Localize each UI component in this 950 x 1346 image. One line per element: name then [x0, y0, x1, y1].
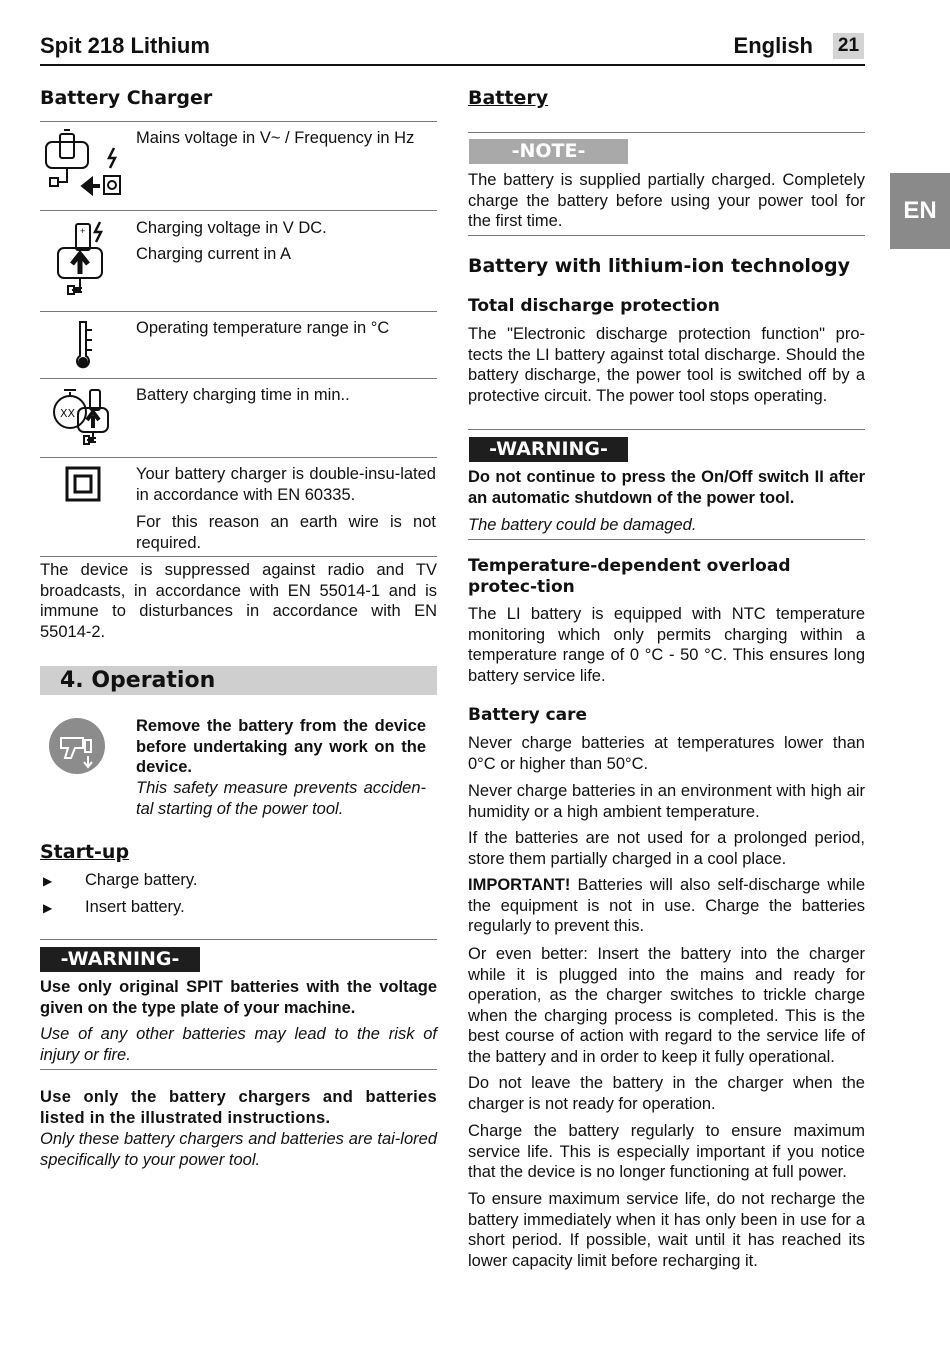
startup-heading: Start-up	[40, 841, 130, 863]
bullet-triangle-icon: ▶	[43, 874, 53, 888]
chargers-instruction-note: Only these battery chargers and batteries are tai-lored specifically to your power tool.	[40, 1130, 437, 1169]
battery-care-paragraph: Charge the battery regularly to ensure maximum service life. This is especially important if you notice that the device is no longer functioning at full power.	[468, 1122, 865, 1182]
header-rule	[40, 64, 865, 66]
symbol-earth-wire-text: For this reason an earth wire is not required.	[136, 513, 436, 552]
symbol-mains-text: Mains voltage in V~ / Frequency in Hz	[136, 129, 415, 147]
divider	[468, 539, 865, 540]
lithium-heading: Battery with lithium-ion technology	[468, 255, 850, 277]
important-label: IMPORTANT!	[468, 876, 571, 894]
page-number: 21	[833, 33, 864, 59]
important-text: Batteries will also self-discharge while the equipment is not in use. Charge the batteries regularly to prevent this.	[468, 876, 865, 936]
symbol-charging-current-text: Charging current in A	[136, 245, 292, 263]
divider	[40, 939, 437, 940]
chargers-instruction: Use only the battery chargers and batteries listed in the illustrated instructions.	[40, 1088, 437, 1127]
divider	[40, 311, 437, 312]
divider	[468, 429, 865, 430]
battery-care-paragraph: Never charge batteries in an environment with high air humidity or a high ambient temperature.	[468, 782, 865, 821]
battery-care-paragraph: To ensure maximum service life, do not recharge the battery immediately when it has only been in use for a short period. If possible, wait until it has reached its lower capacity limit before recharging it.	[468, 1190, 865, 1270]
stopwatch-battery-icon	[50, 384, 116, 450]
battery-heading: Battery	[468, 87, 549, 109]
divider	[40, 556, 437, 557]
divider	[40, 378, 437, 379]
divider	[468, 132, 865, 133]
startup-item: Charge battery.	[85, 871, 198, 889]
battery-care-paragraph: Or even better: Insert the battery into the charger while it is plugged into the mains and ready for operation, as the charger switches to trickle charge when the charging process is completed. This is the best course of action with regard to the service life of the battery and in order to keep it fully operational.	[468, 945, 865, 1066]
warning-badge: -WARNING-	[469, 437, 628, 462]
discharge-protection-paragraph: The "Electronic discharge protection function" pro-tects the LI battery against total discharge. Should the battery discharge, the power tool is switched off by a protective circuit. The power tool stops operating.	[468, 325, 865, 405]
battery-care-paragraph: Never charge batteries at temperatures lower than 0°C or higher than 50°C.	[468, 734, 865, 773]
divider	[40, 457, 437, 458]
mains-plug-icon	[42, 128, 124, 200]
battery-care-important-paragraph	[468, 875, 865, 937]
symbol-temperature-text: Operating temperature range in °C	[136, 319, 390, 337]
battery-voltage-warning: Use only original SPIT batteries with the voltage given on the type plate of your machine.	[40, 978, 437, 1017]
bullet-triangle-icon: ▶	[43, 901, 53, 915]
divider	[468, 235, 865, 236]
drill-battery-icon	[49, 718, 105, 774]
symbol-double-insulated-text: Your battery charger is double-insu-lated in accordance with EN 60335.	[136, 465, 436, 504]
remove-battery-warning: Remove the battery from the device before undertaking any work on the device.	[136, 717, 426, 777]
double-insulation-icon	[65, 466, 101, 502]
language-tab: EN	[890, 173, 950, 249]
suppression-paragraph: The device is suppressed against radio and TV broadcasts, in accordance with EN 55014-1 and is immune to disturbances in accordance with EN 55014-2.	[40, 561, 437, 641]
battery-charger-heading: Battery Charger	[40, 87, 213, 109]
overload-protection-paragraph: The LI battery is equipped with NTC temperature monitoring which only permits charging within a temperature range of 0 °C - 50 °C. This ensures long battery service life.	[468, 605, 865, 685]
divider	[40, 121, 437, 122]
svg-text:XX: XX	[60, 407, 76, 420]
thermometer-icon	[72, 318, 96, 372]
note-paragraph: The battery is supplied partially charged. Completely charge the battery before using your power tool for the first time.	[468, 171, 865, 231]
svg-text:+: +	[80, 226, 86, 236]
startup-item: Insert battery.	[85, 898, 185, 916]
discharge-protection-heading: Total discharge protection	[468, 296, 720, 316]
operation-section-heading: 4. Operation	[40, 666, 437, 695]
charging-battery-icon	[52, 218, 112, 304]
symbol-charging-voltage-text: Charging voltage in V DC.	[136, 219, 327, 237]
note-badge: -NOTE-	[469, 139, 628, 164]
symbol-charging-time-text: Battery charging time in min..	[136, 386, 350, 404]
document-title: Spit 218 Lithium	[40, 33, 210, 58]
battery-care-paragraph: Do not leave the battery in the charger when the charger is not ready for operation.	[468, 1074, 865, 1113]
remove-battery-note: This safety measure prevents acciden-tal starting of the power tool.	[136, 779, 426, 818]
on-off-switch-warning-note: The battery could be damaged.	[468, 516, 697, 534]
language-label: English	[733, 33, 813, 58]
battery-care-paragraph: If the batteries are not used for a prolonged period, store them partially charged in a cool place.	[468, 829, 865, 868]
battery-care-heading: Battery care	[468, 705, 588, 725]
on-off-switch-warning: Do not continue to press the On/Off switch II after an automatic shutdown of the power tool.	[468, 468, 865, 507]
warning-badge: -WARNING-	[40, 947, 200, 972]
divider	[40, 210, 437, 211]
divider	[40, 1069, 437, 1070]
battery-voltage-warning-note: Use of any other batteries may lead to the risk of injury or fire.	[40, 1025, 437, 1064]
overload-protection-heading: Temperature-dependent overload protec-tion	[468, 556, 791, 597]
